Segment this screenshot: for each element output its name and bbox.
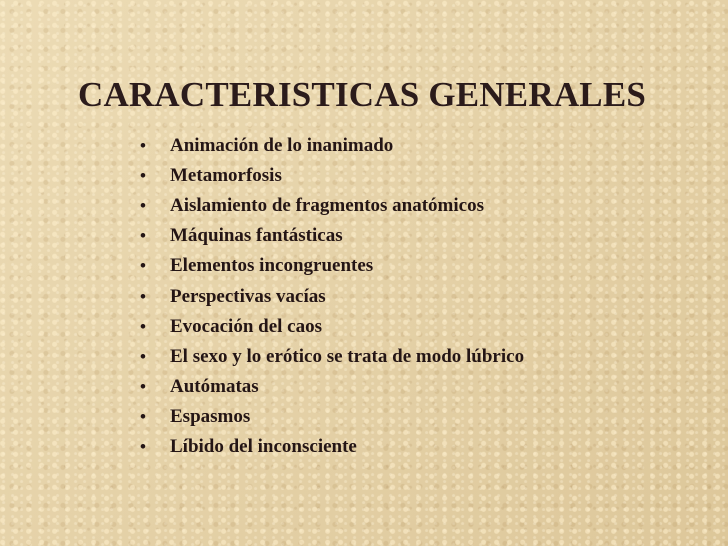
list-item-text: El sexo y lo erótico se trata de modo lúbrico: [170, 345, 525, 367]
bullet-dot-icon: •: [140, 196, 146, 216]
list-item-text: Metamorfosis: [170, 165, 282, 187]
list-item-text: Perspectivas vacías: [170, 285, 326, 307]
list-item: [140, 131, 524, 161]
list-item: [140, 251, 524, 281]
list-item: [140, 372, 524, 402]
bullet-dot-icon: •: [140, 166, 146, 186]
bullet-list: [140, 131, 524, 462]
list-item: [140, 402, 524, 432]
list-item-text: Autómatas: [170, 375, 259, 397]
bullet-dot-icon: •: [140, 136, 146, 156]
list-item-text: Aislamiento de fragmentos anatómicos: [170, 195, 484, 217]
list-item: [140, 221, 524, 251]
list-item: [140, 281, 524, 311]
bullet-dot-icon: •: [140, 346, 146, 366]
list-item-text: Espasmos: [170, 405, 251, 427]
bullet-dot-icon: •: [140, 286, 146, 306]
bullet-dot-icon: •: [140, 376, 146, 396]
list-item: [140, 191, 524, 221]
bullet-dot-icon: •: [140, 406, 146, 426]
list-item-text: Animación de lo inanimado: [170, 135, 394, 157]
slide-title: CARACTERISTICAS GENERALES: [78, 75, 647, 114]
list-item: [140, 432, 524, 462]
list-item-text: Líbido del inconsciente: [170, 435, 357, 457]
list-item-text: Máquinas fantásticas: [170, 225, 343, 247]
bullet-dot-icon: •: [140, 256, 146, 276]
bullet-dot-icon: •: [140, 316, 146, 336]
list-item-text: Elementos incongruentes: [170, 255, 374, 277]
list-item: [140, 161, 524, 191]
list-item: [140, 342, 524, 372]
list-item-text: Evocación del caos: [170, 315, 322, 337]
bullet-dot-icon: •: [140, 226, 146, 246]
list-item: [140, 312, 524, 342]
bullet-dot-icon: •: [140, 436, 146, 456]
